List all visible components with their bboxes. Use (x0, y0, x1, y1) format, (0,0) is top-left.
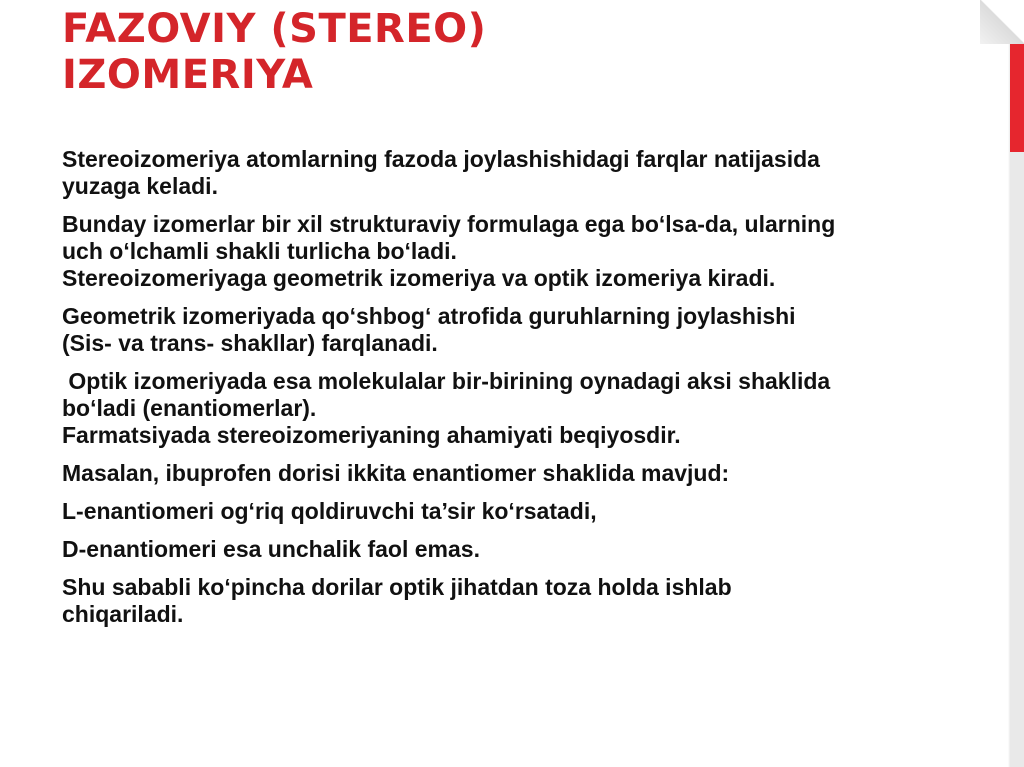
right-edge-strip (1010, 152, 1024, 767)
paragraph-8 (62, 574, 992, 628)
paragraph-line: Optik izomeriyada esa molekulalar bir-birining oynadagi aksi shaklida (62, 368, 831, 394)
paragraph-line: Bunday izomerlar bir xil strukturaviy formulaga ega bo‘lsa-da, ularning (62, 211, 836, 237)
paragraph-line: uch o‘lchamli shakli turlicha bo‘ladi. (62, 238, 457, 264)
body-text (62, 146, 992, 639)
paragraph-5 (62, 460, 992, 487)
paragraph-7 (62, 536, 992, 563)
paragraph-line: Stereoizomeriya atomlarning fazoda joylashishidagi farqlar natijasida (62, 146, 820, 172)
paragraph-line: Geometrik izomeriyada qo‘shbog‘ atrofida guruhlarning joylashishi (62, 303, 796, 329)
edge-shadow (1008, 0, 1010, 767)
paragraph-3 (62, 303, 992, 357)
paragraph-6 (62, 498, 992, 525)
paragraph-line: Shu sababli ko‘pincha dorilar optik jihatdan toza holda ishlab (62, 574, 732, 600)
paragraph-line: Stereoizomeriyaga geometrik izomeriya va optik izomeriya kiradi. (62, 265, 776, 291)
slide-title-line-1: FAZOVIY (STEREO) (62, 6, 487, 52)
paragraph-line: Farmatsiyada stereoizomeriyaning ahamiyati beqiyosdir. (62, 422, 681, 448)
paragraph-line: bo‘ladi (enantiomerlar). (62, 395, 317, 421)
paragraph-line: chiqariladi. (62, 601, 184, 627)
paragraph-1 (62, 146, 992, 200)
slide-title-line-2: IZOMERIYA (62, 52, 314, 98)
page-corner-fold (980, 0, 1024, 44)
paragraph-line: yuzaga keladi. (62, 173, 218, 199)
paragraph-line: Masalan, ibuprofen dorisi ikkita enantiomer shaklida mavjud: (62, 460, 730, 486)
paragraph-line: D-enantiomeri esa unchalik faol emas. (62, 536, 480, 562)
slide-title (62, 6, 486, 98)
paragraph-line: L-enantiomeri og‘riq qoldiruvchi ta’sir ko‘rsatadi, (62, 498, 597, 524)
paragraph-line: (Sis- va trans- shakllar) farqlanadi. (62, 330, 438, 356)
paragraph-4 (62, 368, 992, 449)
paragraph-2 (62, 211, 992, 292)
